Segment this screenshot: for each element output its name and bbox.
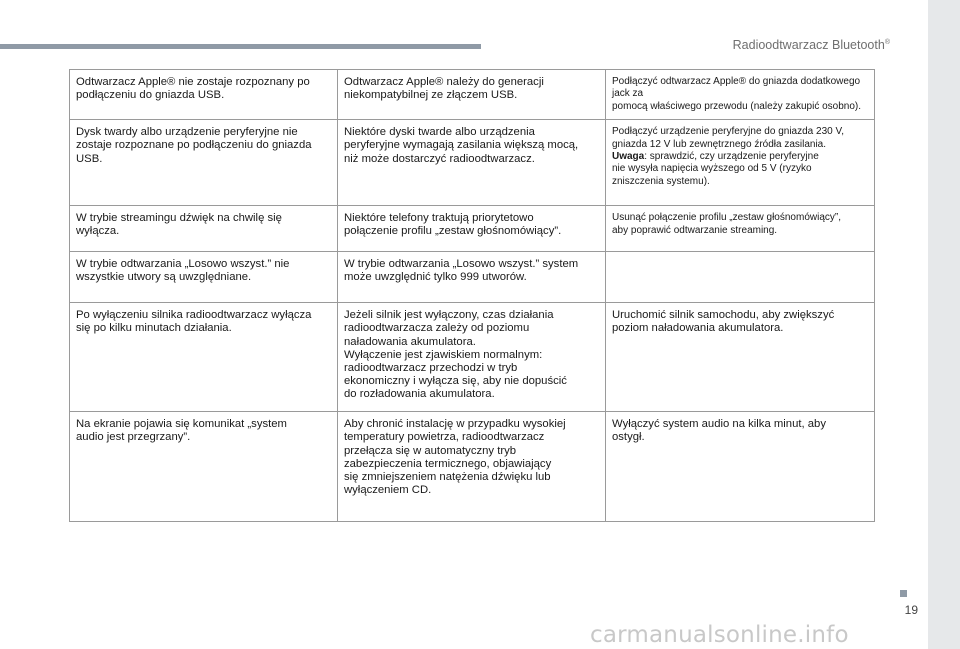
problem-cell	[70, 412, 338, 522]
cell-line: zniszczenia systemu).	[612, 175, 710, 187]
header-accent-bar	[0, 44, 481, 49]
cell-line: aby poprawić odtwarzanie streaming.	[612, 224, 778, 236]
cell-line: wyłącza.	[76, 225, 120, 238]
cause-cell	[338, 206, 606, 252]
cell-line: Podłączyć urządzenie peryferyjne do gniazda 230 V,	[612, 126, 845, 138]
cell-line: W trybie odtwarzania „Losowo wszyst.” nie	[76, 258, 290, 271]
cell-line: Aby chronić instalację w przypadku wysokiej	[344, 418, 566, 431]
cell-line: peryferyjne wymagają zasilania większą mocą,	[344, 139, 579, 152]
cause-cell	[338, 412, 606, 522]
solution-cell	[606, 303, 875, 412]
cell-line: audio jest przegrzany”.	[76, 431, 191, 444]
solution-cell-empty	[606, 252, 875, 303]
solution-cell	[606, 70, 875, 120]
solution-cell	[606, 206, 875, 252]
problem-cell	[70, 252, 338, 303]
cell-line: wyłączeniem CD.	[344, 484, 432, 497]
cell-line: się zmniejszeniem natężenia dźwięku lub	[344, 471, 551, 484]
table-row	[70, 412, 875, 522]
cell-line: poziom naładowania akumulatora.	[612, 322, 784, 335]
table-row	[70, 252, 875, 303]
cell-line: temperatury powietrza, radioodtwarzacz	[344, 431, 545, 444]
cell-line: Na ekranie pojawia się komunikat „system	[76, 418, 287, 431]
cell-line: radioodtwarzacza zależy od poziomu	[344, 322, 530, 335]
cell-line: Uruchomić silnik samochodu, aby zwiększyć	[612, 309, 835, 322]
solution-cell	[606, 120, 875, 206]
problem-cell	[70, 206, 338, 252]
cell-line: Odtwarzacz Apple® nie zostaje rozpoznany po	[76, 76, 310, 88]
table-row	[70, 70, 875, 120]
cell-line: Podłączyć odtwarzacz Apple® do gniazda dodatkowego jack za	[612, 76, 861, 100]
cause-cell	[338, 303, 606, 412]
solution-cell	[606, 412, 875, 522]
cell-line: nie wysyła napięcia wyższego od 5 V (ryzyko	[612, 163, 812, 175]
cell-line: gniazda 12 V lub zewnętrznego źródła zasilania.	[612, 138, 827, 150]
cell-line: przełącza się w automatyczny tryb	[344, 444, 517, 457]
cell-line: Wyłączyć system audio na kilka minut, aby	[612, 418, 826, 431]
table-row	[70, 303, 875, 412]
cell-line: Usunąć połączenie profilu „zestaw głośnomówiący”,	[612, 212, 841, 224]
header-title-registered-mark: ®	[884, 38, 890, 46]
page-header-title	[700, 38, 890, 52]
cell-line: do rozładowania akumulatora.	[344, 388, 495, 401]
page-marker-square	[900, 590, 907, 597]
cell-line: radioodtwarzacz przechodzi w tryb	[344, 362, 518, 375]
warning-label: Uwaga	[612, 151, 645, 163]
cell-line: podłączeniu do gniazda USB.	[76, 89, 225, 102]
cell-line: niż może dostarczyć radioodtwarzacz.	[344, 152, 535, 165]
cause-cell	[338, 70, 606, 120]
cell-line: pomocą właściwego przewodu (należy zakupić osobno).	[612, 100, 862, 112]
cell-line: naładowania akumulatora.	[344, 335, 476, 348]
header-title-text: Radioodtwarzacz Bluetooth	[732, 38, 885, 52]
cell-line: Po wyłączeniu silnika radioodtwarzacz wyłącza	[76, 309, 312, 322]
cell-line: Jeżeli silnik jest wyłączony, czas działania	[344, 309, 554, 322]
cell-line: W trybie odtwarzania „Losowo wszyst.” system	[344, 258, 579, 271]
cell-line: Niektóre dyski twarde albo urządzenia	[344, 126, 535, 139]
watermark: carmanualsonline.info	[590, 622, 849, 648]
cell-line: USB.	[76, 152, 103, 165]
problem-cell	[70, 120, 338, 206]
cell-line: Niektóre telefony traktują priorytetowo	[344, 212, 534, 225]
problem-cell	[70, 70, 338, 120]
cause-cell	[338, 252, 606, 303]
page-number: 19	[904, 603, 918, 617]
cause-cell	[338, 120, 606, 206]
warning-text: : sprawdzić, czy urządzenie peryferyjne	[644, 151, 819, 163]
cell-line: ostygł.	[612, 431, 645, 444]
cell-line: może uwzględnić tylko 999 utworów.	[344, 271, 527, 284]
cell-line: W trybie streamingu dźwięk na chwilę się	[76, 212, 282, 225]
cell-line: zabezpieczenia termicznego, objawiający	[344, 457, 552, 470]
table-row	[70, 120, 875, 206]
side-margin-strip	[928, 0, 960, 649]
cell-line: wszystkie utwory są uwzględniane.	[76, 271, 252, 284]
cell-line: się po kilku minutach działania.	[76, 322, 232, 335]
cell-line: Dysk twardy albo urządzenie peryferyjne nie	[76, 126, 298, 139]
problem-cell	[70, 303, 338, 412]
cell-line	[612, 151, 869, 163]
cell-line: zostaje rozpoznane po podłączeniu do gniazda	[76, 139, 312, 152]
cell-line: Wyłączenie jest zjawiskiem normalnym:	[344, 348, 543, 361]
table-body	[70, 70, 875, 522]
cell-line: ekonomiczny i wyłącza się, aby nie dopuścić	[344, 375, 567, 388]
table-row	[70, 206, 875, 252]
cell-line: niekompatybilnej ze złączem USB.	[344, 89, 518, 102]
cell-line: Odtwarzacz Apple® należy do generacji	[344, 76, 544, 88]
cell-line: połączenie profilu „zestaw głośnomówiący”.	[344, 225, 562, 238]
troubleshooting-table	[69, 69, 875, 522]
